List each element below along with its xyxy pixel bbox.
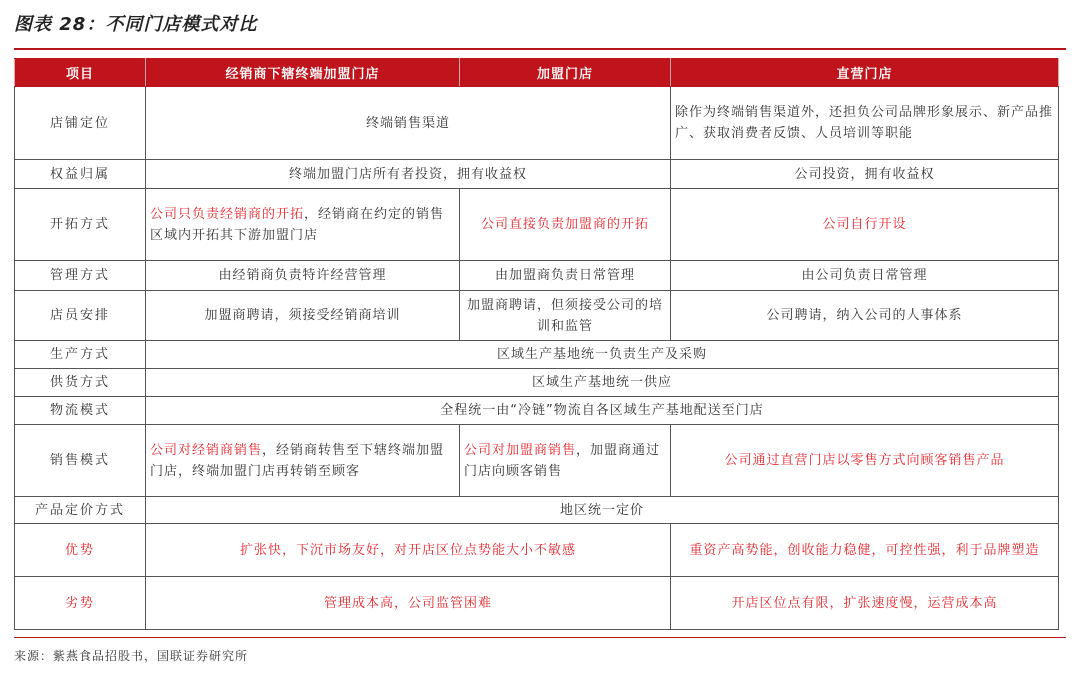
table-row [15, 397, 1059, 425]
sales-dealer [146, 425, 460, 497]
figure-title: 图表 28：不同门店模式对比 [14, 14, 258, 35]
row-label: 产品定价方式 [15, 497, 146, 524]
table-row [15, 261, 1059, 291]
source-note: 来源：紫燕食品招股书，国联证券研究所 [14, 649, 249, 663]
row-label: 店铺定位 [15, 87, 146, 160]
disadvantage-shared: 管理成本高，公司监管困难 [146, 577, 671, 630]
logistics-all: 全程统一由“冷链”物流自各区域生产基地配送至门店 [146, 397, 1059, 425]
sales-direct: 公司通过直营门店以零售方式向顾客销售产品 [671, 425, 1059, 497]
expansion-franchise: 公司直接负责加盟商的开拓 [460, 189, 671, 261]
table-row [15, 425, 1059, 497]
management-direct: 由公司负责日常管理 [671, 261, 1059, 291]
equity-shared: 终端加盟门店所有者投资，拥有收益权 [146, 160, 671, 189]
header-direct: 直营门店 [671, 59, 1059, 87]
store-mode-comparison-table [14, 58, 1059, 630]
source-divider [14, 637, 1066, 638]
staff-direct: 公司聘请，纳入公司的人事体系 [671, 291, 1059, 341]
sales-franchise-highlight: 公司对加盟商销售 [464, 442, 577, 458]
management-dealer: 由经销商负责特许经营管理 [146, 261, 460, 291]
sales-franchise-text: ，加盟商通过门店向顾客销售 [464, 442, 661, 479]
production-all: 区域生产基地统一负责生产及采购 [146, 341, 1059, 369]
row-label: 店员安排 [15, 291, 146, 341]
staff-dealer: 加盟商聘请，须接受经销商培训 [146, 291, 460, 341]
staff-franchise: 加盟商聘请，但须接受公司的培训和监管 [460, 291, 671, 341]
row-label: 物流模式 [15, 397, 146, 425]
equity-direct: 公司投资，拥有收益权 [671, 160, 1059, 189]
row-label: 开拓方式 [15, 189, 146, 261]
title-divider [14, 48, 1066, 50]
management-franchise: 由加盟商负责日常管理 [460, 261, 671, 291]
sales-franchise [460, 425, 671, 497]
disadvantage-direct: 开店区位点有限，扩张速度慢，运营成本高 [671, 577, 1059, 630]
table-row [15, 291, 1059, 341]
pricing-all: 地区统一定价 [146, 497, 1059, 524]
figure-title-bar [14, 12, 1066, 50]
row-label: 生产方式 [15, 341, 146, 369]
expansion-dealer-highlight: 公司只负责经销商的开拓 [150, 206, 305, 222]
supply-all: 区域生产基地统一供应 [146, 369, 1059, 397]
row-label: 劣势 [15, 577, 146, 630]
advantage-shared: 扩张快，下沉市场友好，对开店区位点势能大小不敏感 [146, 524, 671, 577]
table-row [15, 341, 1059, 369]
table-row [15, 160, 1059, 189]
row-label: 权益归属 [15, 160, 146, 189]
table-header-row [15, 59, 1059, 87]
row-label: 销售模式 [15, 425, 146, 497]
row-label: 优势 [15, 524, 146, 577]
table-row [15, 524, 1059, 577]
header-dealer-franchise: 经销商下辖终端加盟门店 [146, 59, 460, 87]
header-franchise: 加盟门店 [460, 59, 671, 87]
advantage-direct: 重资产高势能，创收能力稳健，可控性强，利于品牌塑造 [671, 524, 1059, 577]
expansion-direct: 公司自行开设 [671, 189, 1059, 261]
expansion-dealer-text: ，经销商在约定的销售区域内开拓其下游加盟门店 [150, 206, 445, 243]
table-row [15, 87, 1059, 160]
expansion-dealer [146, 189, 460, 261]
positioning-direct: 除作为终端销售渠道外，还担负公司品牌形象展示、新产品推广、获取消费者反馈、人员培训等职能 [671, 87, 1059, 160]
sales-dealer-text: ，经销商转售至下辖终端加盟门店，终端加盟门店再转销至顾客 [150, 442, 445, 479]
table-row [15, 497, 1059, 524]
table-row [15, 369, 1059, 397]
sales-dealer-highlight: 公司对经销商销售 [150, 442, 263, 458]
positioning-shared: 终端销售渠道 [146, 87, 671, 160]
table-row [15, 577, 1059, 630]
header-item: 项目 [15, 59, 146, 87]
row-label: 供货方式 [15, 369, 146, 397]
table-row [15, 189, 1059, 261]
row-label: 管理方式 [15, 261, 146, 291]
